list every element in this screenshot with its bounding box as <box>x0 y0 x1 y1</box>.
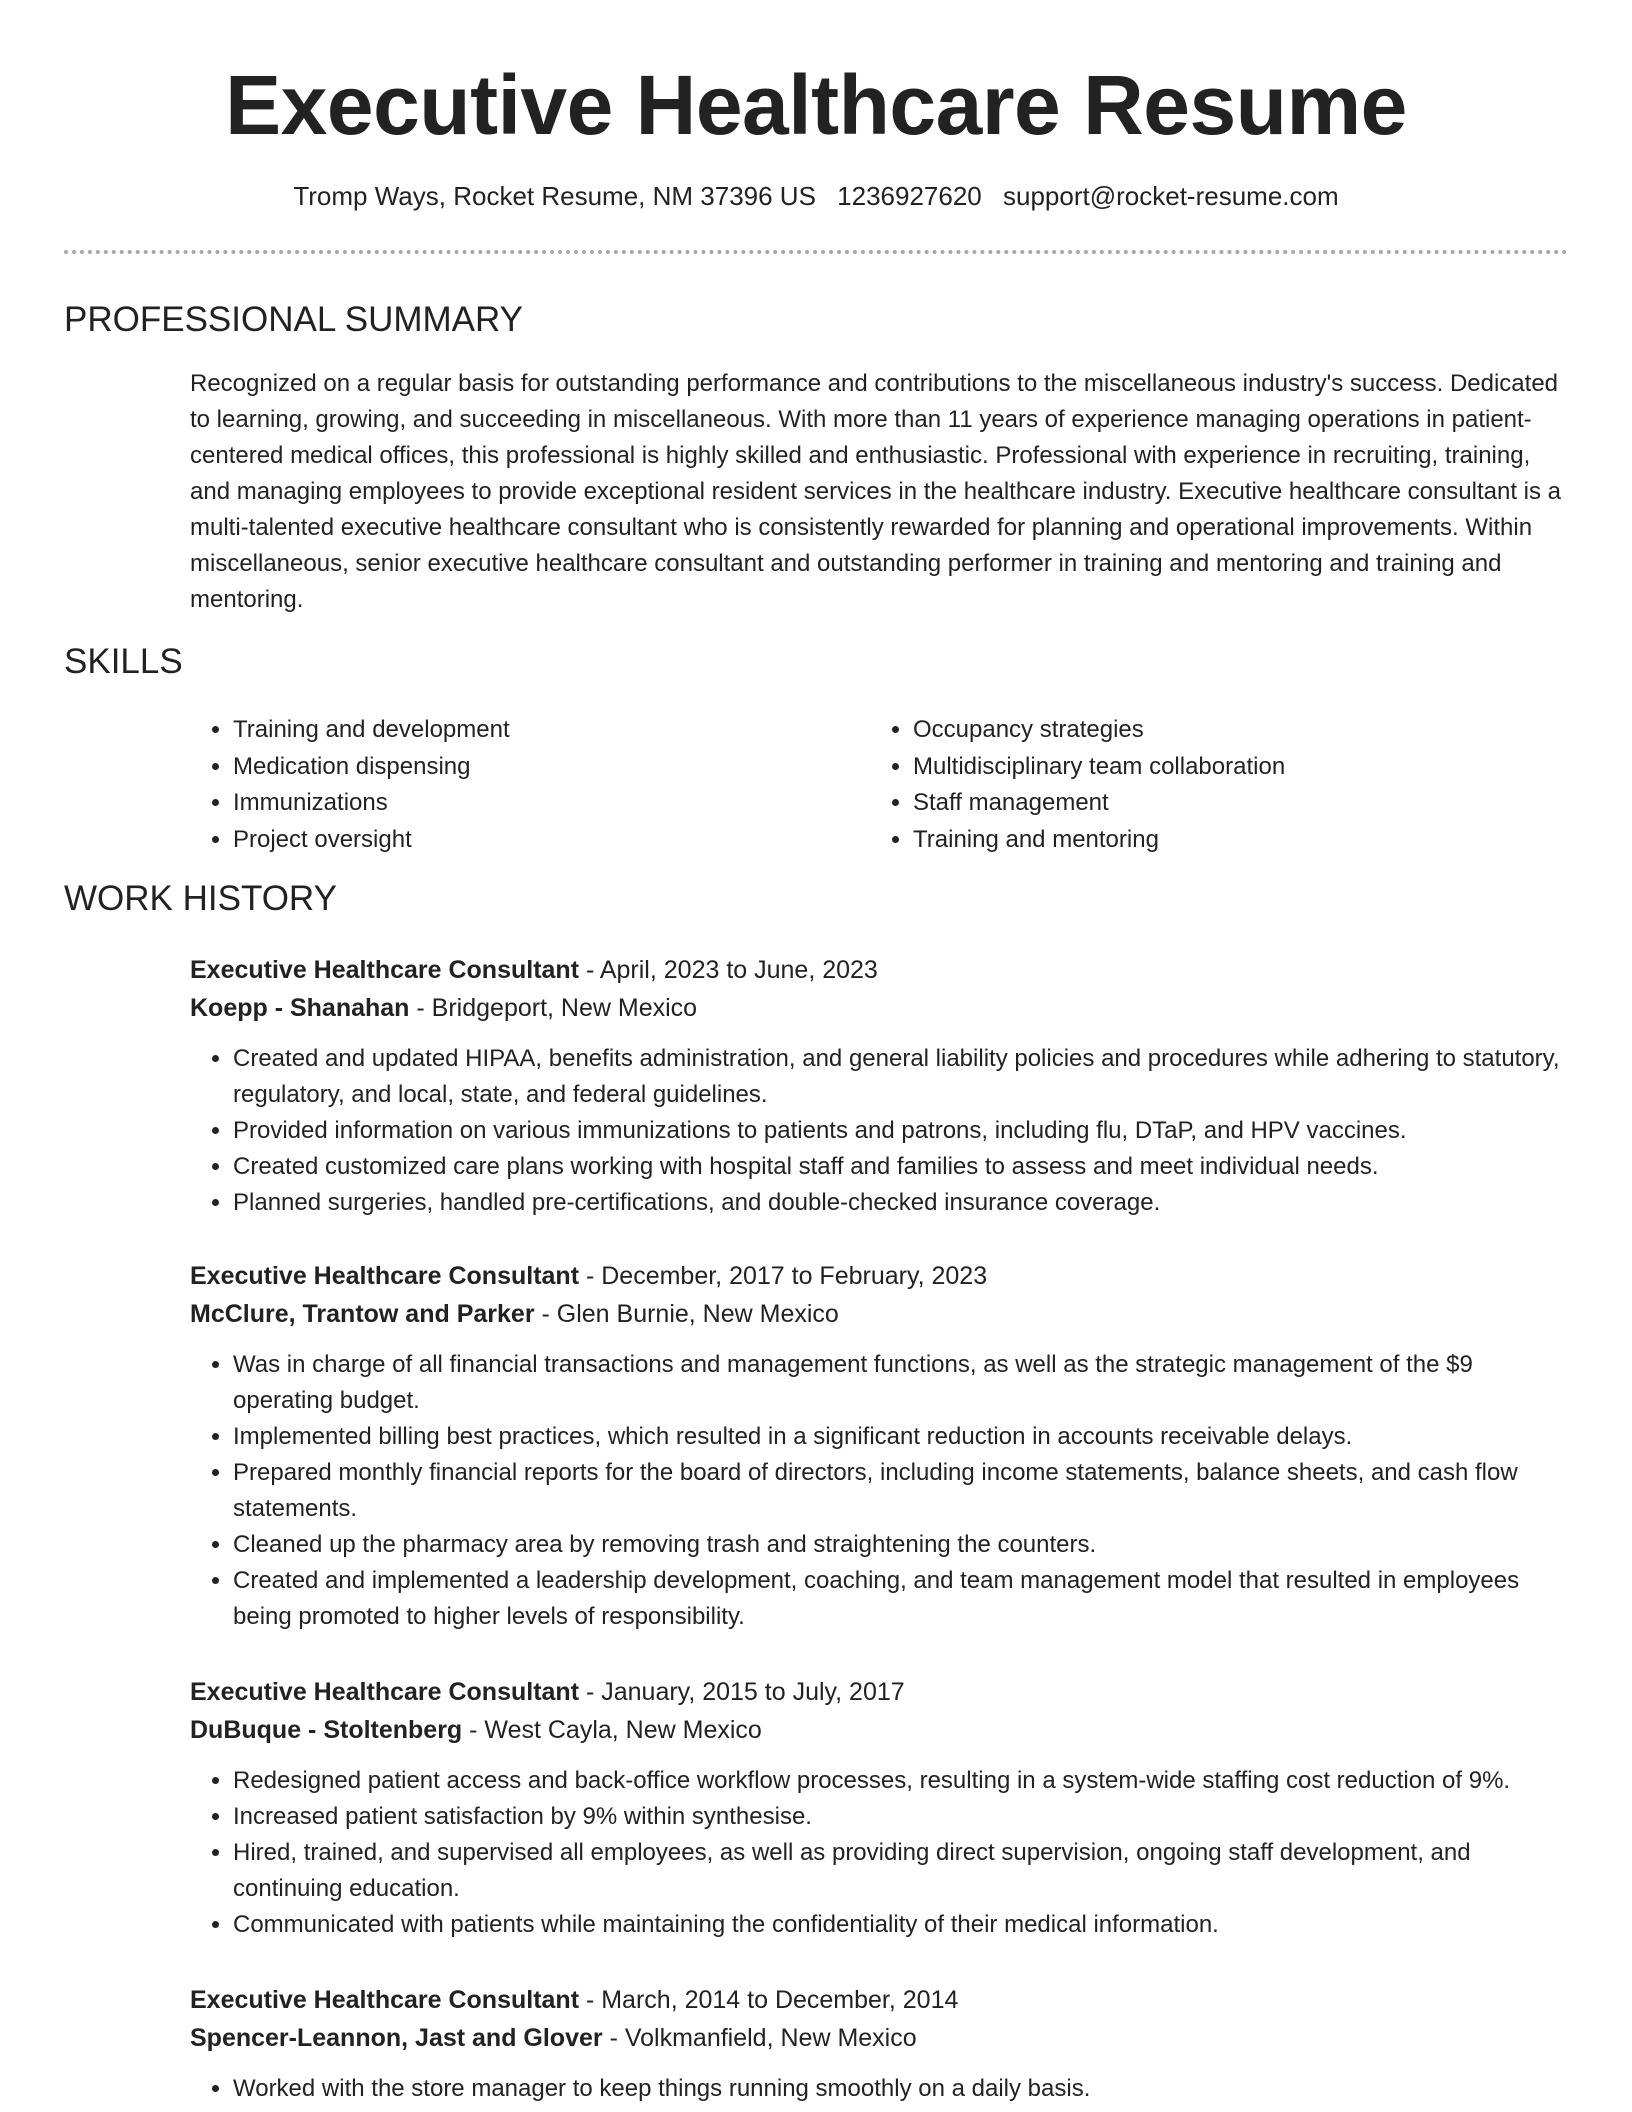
contact-phone: 1236927620 <box>837 181 982 211</box>
job-role-line <box>190 951 1568 989</box>
job-company-line <box>190 1295 1568 1333</box>
job-bullet: • Increased patient satisfaction by 9% within synthesise. <box>233 1799 1568 1835</box>
skill-item: • Training and development <box>233 712 870 749</box>
job-location: - Bridgeport, New Mexico <box>409 994 698 1022</box>
job-bullet: • Created customized care plans working with hospital staff and families to assess and meet individual needs. <box>233 1149 1568 1185</box>
job-role-line <box>190 1981 1568 2019</box>
job-dates: - December, 2017 to February, 2023 <box>579 1262 988 1290</box>
job-entry <box>190 1981 1568 2107</box>
job-bullet: • Worked with the store manager to keep things running smoothly on a daily basis. <box>233 2071 1568 2107</box>
skills-column-right <box>870 712 1550 858</box>
skill-item: • Project oversight <box>233 822 870 859</box>
skill-item: • Immunizations <box>233 785 870 822</box>
header-divider <box>64 250 1568 254</box>
contact-email: support@rocket-resume.com <box>1003 181 1339 211</box>
job-bullets <box>190 2071 1568 2107</box>
job-role: Executive Healthcare Consultant <box>190 956 580 984</box>
skill-item: • Medication dispensing <box>233 749 870 786</box>
job-location: - West Cayla, New Mexico <box>462 1716 762 1744</box>
job-dates: - January, 2015 to July, 2017 <box>579 1678 905 1706</box>
job-company: McClure, Trantow and Parker <box>190 1300 535 1328</box>
job-company-line <box>190 1711 1568 1749</box>
job-role: Executive Healthcare Consultant <box>190 1986 580 2014</box>
section-title-skills: SKILLS <box>64 642 183 681</box>
skill-item: • Training and mentoring <box>913 822 1550 859</box>
job-bullet: • Created and updated HIPAA, benefits administration, and general liability policies and procedures while adhering to statutory, regulatory, and local, state, and federal guidelines. <box>233 1041 1568 1113</box>
job-entry <box>190 1673 1568 1943</box>
job-bullets <box>190 1041 1568 1221</box>
summary-text: Recognized on a regular basis for outstanding performance and contributions to the miscellaneous industry's success. Dedicated to learning, growing, and succeeding in miscellaneous. With more than 11 years of experience managing operations in patient-centered medical offices, this professional is highly skilled and enthusiastic. Professional with experience in recruiting, training, and managing employees to provide exceptional resident services in the healthcare industry. Executive healthcare consultant is a multi-talented executive healthcare consultant who is consistently rewarded for planning and operational improvements. Within miscellaneous, senior executive healthcare consultant and outstanding performer in training and mentoring and training and mentoring. <box>190 370 1562 613</box>
job-bullets <box>190 1763 1568 1943</box>
job-bullets <box>190 1347 1568 1635</box>
skills-column-left <box>190 712 870 858</box>
job-company: Spencer-Leannon, Jast and Glover <box>190 2024 603 2052</box>
job-bullet: • Was in charge of all financial transactions and management functions, as well as the strategic management of the $9 operating budget. <box>233 1347 1568 1419</box>
job-entry <box>190 951 1568 1221</box>
job-company-line <box>190 2019 1568 2057</box>
job-bullet: • Implemented billing best practices, which resulted in a significant reduction in accounts receivable delays. <box>233 1419 1568 1455</box>
job-role: Executive Healthcare Consultant <box>190 1262 580 1290</box>
section-title-summary: PROFESSIONAL SUMMARY <box>64 300 523 339</box>
job-role: Executive Healthcare Consultant <box>190 1678 580 1706</box>
job-bullet: • Created and implemented a leadership development, coaching, and team management model that resulted in employees being promoted to higher levels of responsibility. <box>233 1563 1568 1635</box>
job-dates: - March, 2014 to December, 2014 <box>579 1986 959 2014</box>
job-bullet: • Prepared monthly financial reports for the board of directors, including income statements, balance sheets, and cash flow statements. <box>233 1455 1568 1527</box>
contact-line <box>64 178 1568 214</box>
job-bullet: • Provided information on various immunizations to patients and patrons, including flu, DTaP, and HPV vaccines. <box>233 1113 1568 1149</box>
job-role-line <box>190 1673 1568 1711</box>
job-bullet: • Communicated with patients while maintaining the confidentiality of their medical information. <box>233 1907 1568 1943</box>
job-bullet: • Redesigned patient access and back-office workflow processes, resulting in a system-wide staffing cost reduction of 9%. <box>233 1763 1568 1799</box>
job-bullet: • Planned surgeries, handled pre-certifications, and double-checked insurance coverage. <box>233 1185 1568 1221</box>
section-title-work-history: WORK HISTORY <box>64 879 337 918</box>
job-location: - Glen Burnie, New Mexico <box>534 1300 839 1328</box>
skill-item: • Occupancy strategies <box>913 712 1550 749</box>
job-company-line <box>190 989 1568 1027</box>
job-location: - Volkmanfield, New Mexico <box>602 2024 917 2052</box>
contact-address: Tromp Ways, Rocket Resume, NM 37396 US <box>293 181 816 211</box>
job-company: Koepp - Shanahan <box>190 994 410 1022</box>
skills-list <box>190 712 1568 858</box>
job-bullet: • Cleaned up the pharmacy area by removing trash and straightening the counters. <box>233 1527 1568 1563</box>
skill-item: • Staff management <box>913 785 1550 822</box>
resume-title: Executive Healthcare Resume <box>225 58 1407 152</box>
job-entry <box>190 1257 1568 1635</box>
skill-item: • Multidisciplinary team collaboration <box>913 749 1550 786</box>
job-dates: - April, 2023 to June, 2023 <box>579 956 878 984</box>
job-role-line <box>190 1257 1568 1295</box>
job-bullet: • Hired, trained, and supervised all employees, as well as providing direct supervision, ongoing staff development, and continuing education. <box>233 1835 1568 1907</box>
job-company: DuBuque - Stoltenberg <box>190 1716 463 1744</box>
